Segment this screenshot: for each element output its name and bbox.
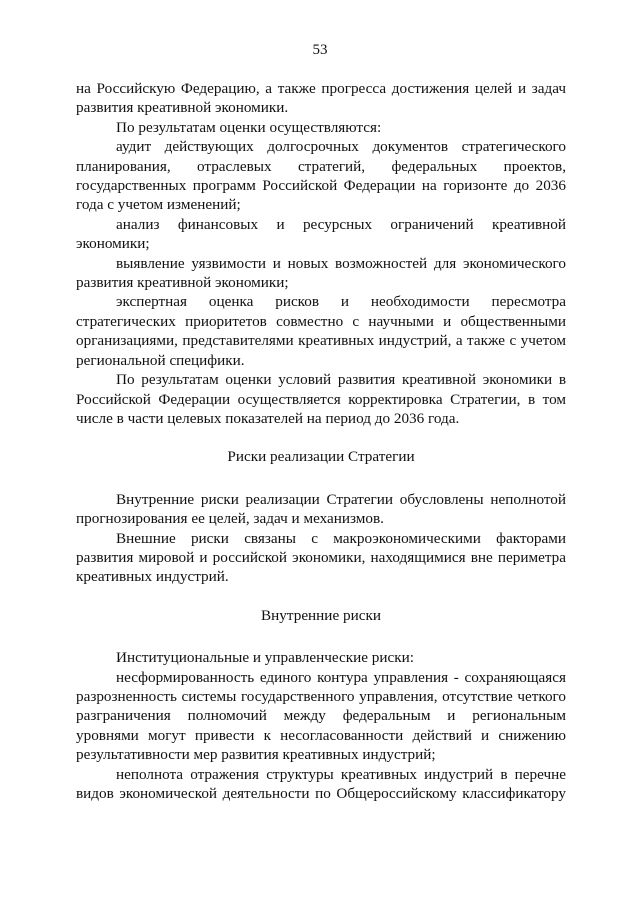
list-item-classifier: неполнота отражения структуры креативных индустрий в перечне видов экономической деятельности по Общероссийскому классификатору [76,765,566,802]
list-item-vulnerability: выявление уязвимости и новых возможностей для экономического развития креативной экономики; [76,254,566,292]
paragraph-evaluation-intro: По результатам оценки осуществляются: [116,118,382,136]
list-item-expert-assessment: экспертная оценка рисков и необходимости пересмотра стратегических приоритетов совместно с научными и общественными организациями, представителями креативных индустрий, а также с учетом региональной специфики. [76,293,566,369]
section-heading-strategy-risks: Риски реализации Стратегии [227,448,415,466]
list-item-analysis: анализ финансовых и ресурсных ограничений креативной экономики; [76,215,566,253]
list-item-audit: аудит действующих долгосрочных документов стратегического планирования, отраслевых стратегий, федеральных проектов, государственных программ Российской Федерации на горизонте до 2036 года с учетом изменений; [76,138,566,214]
paragraph-external-risks: Внешние риски связаны с макроэкономическими факторами развития мировой и российской экономики, находящимися вне периметра креативных индустрий. [76,529,566,586]
paragraph-strategy-adjustment: По результатам оценки условий развития креативной экономики в Российской Федерации осуществляется корректировка Стратегии, в том числе в части целевых показателей на период до 2036 года. [76,371,566,427]
page-number: 53 [312,42,328,58]
paragraph-internal-risks: Внутренние риски реализации Стратегии обусловлены неполнотой прогнозирования ее целей, задач и механизмов. [76,490,566,528]
paragraph-continuation: на Российскую Федерацию, а также прогресса достижения целей и задач развития креативной экономики. [76,80,566,117]
section-heading-internal-risks: Внутренние риски [261,606,381,624]
list-item-management-contour: несформированность единого контура управления - сохраняющаяся разрозненность системы государственного управления, отсутствие четкого разграничения полномочий между федеральным и региональным уровнями могут привести к несогласованности действий и снижению результативности мер развития креативных индустрий; [76,668,566,764]
paragraph-institutional-risks: Институциональные и управленческие риски: [116,649,414,667]
page-body [76,79,566,803]
